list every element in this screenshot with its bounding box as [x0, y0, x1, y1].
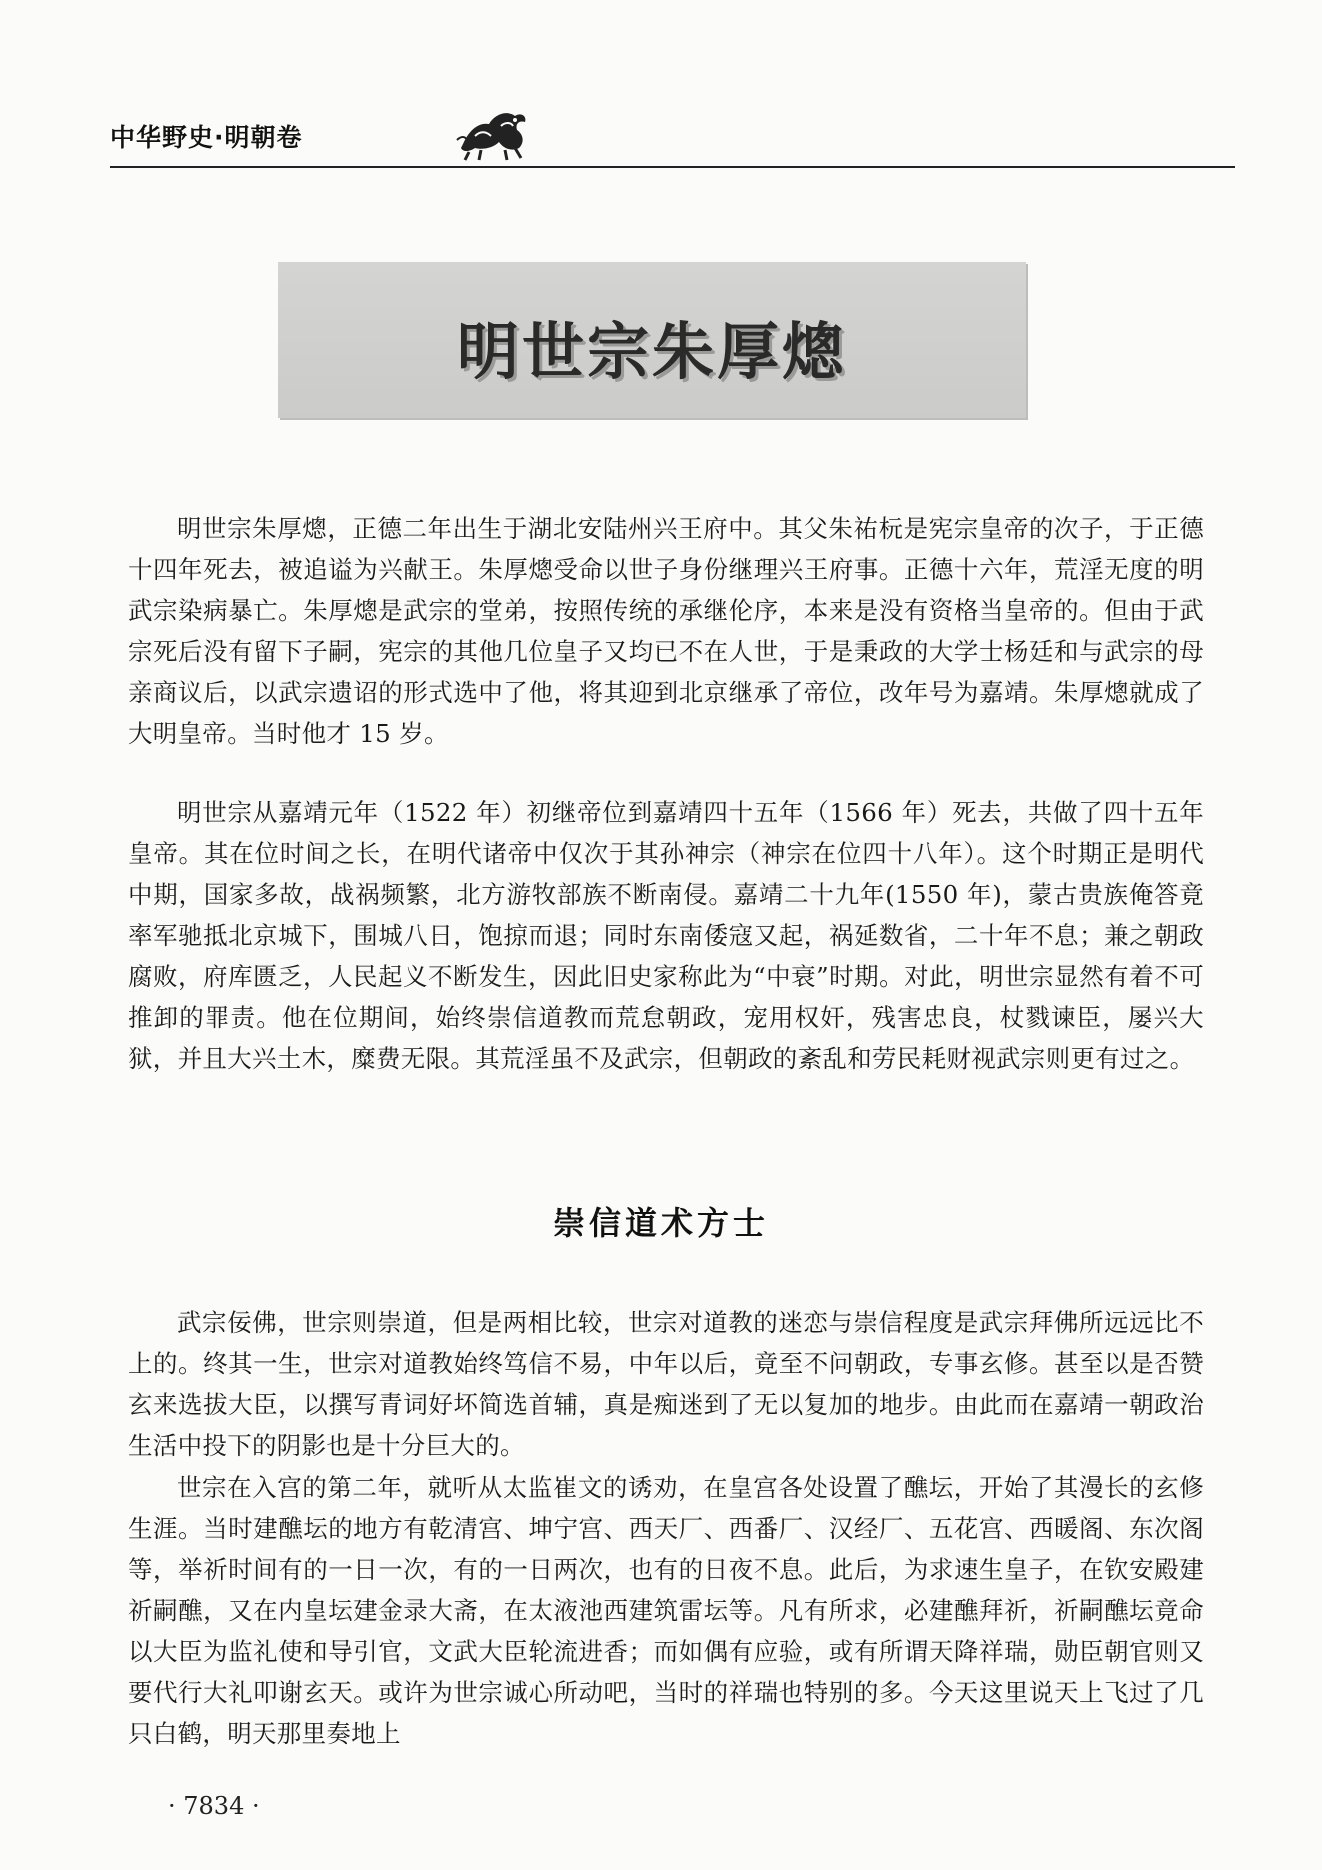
body-paragraph: 世宗在入宫的第二年，就听从太监崔文的诱劝，在皇宫各处设置了醮坛，开始了其漫长的玄修生涯。当时建醮坛的地方有乾清宫、坤宁宫、西天厂、西番厂、汉经厂、五花宫、西暖阁、东次阁等，举祈时间有的一日一次，有的一日两次，也有的日夜不息。此后，为求速生皇子，在钦安殿建祈嗣醮，又在内皇坛建金录大斋，在太液池西建筑雷坛等。凡有所求，必建醮拜祈，祈嗣醮坛竟命以大臣为监礼使和导引官，文武大臣轮流进香；而如偶有应验，或有所谓天降祥瑞，勋臣朝官则又要代行大礼叩谢玄天。或许为世宗诚心所动吧，当时的祥瑞也特别的多。今天这里说天上飞过了几只白鹤，明天那里奏地上 — [128, 1473, 1204, 1748]
chapter-title: 明世宗朱厚熜 — [456, 315, 847, 388]
header-rule — [110, 166, 1235, 168]
body-paragraph: 武宗佞佛，世宗则崇道，但是两相比较，世宗对道教的迷恋与崇信程度是武宗拜佛所远远比不上的。终其一生，世宗对道教始终笃信不易，中年以后，竟至不问朝政，专事玄修。甚至以是否赞玄来选拔大臣，以撰写青词好坏简选首辅，真是痴迷到了无以复加的地步。由此而在嘉靖一朝政治生活中投下的阴影也是十分巨大的。 — [128, 1308, 1204, 1460]
page-number: · 7834 · — [168, 1792, 260, 1820]
section-heading: 崇信道术方士 — [552, 1204, 769, 1242]
body-paragraph: 明世宗朱厚熜，正德二年出生于湖北安陆州兴王府中。其父朱祐杬是宪宗皇帝的次子，于正德十四年死去，被追谥为兴献王。朱厚熜受命以世子身份继理兴王府事。正德十六年，荒淫无度的明武宗染病暴亡。朱厚熜是武宗的堂弟，按照传统的承继伦序，本来是没有资格当皇帝的。但由于武宗死后没有留下子嗣，宪宗的其他几位皇子又均已不在人世，于是秉政的大学士杨廷和与武宗的母亲商议后，以武宗遗诏的形式选中了他，将其迎到北京继承了帝位，改年号为嘉靖。朱厚熜就成了大明皇帝。当时他才 15 岁。 — [128, 514, 1204, 748]
chapter-title-box — [278, 262, 1026, 418]
running-header — [110, 108, 1235, 168]
body-paragraph: 明世宗从嘉靖元年（1522 年）初继帝位到嘉靖四十五年（1566 年）死去，共做了四十五年皇帝。其在位时间之长，在明代诸帝中仅次于其孙神宗（神宗在位四十八年）。这个时期正是明代中期，国家多故，战祸频繁，北方游牧部族不断南侵。嘉靖二十九年(1550 年)，蒙古贵族俺答竟率军驰抵北京城下，围城八日，饱掠而退；同时东南倭寇又起，祸延数省，二十年不息；兼之朝政腐败，府库匮乏，人民起义不断发生，因此旧史家称此为“中衰”时期。对此，明世宗显然有着不可推卸的罪责。他在位期间，始终崇信道教而荒怠朝政，宠用权奸，残害忠良，杖戮谏臣，屡兴大狱，并且大兴土木，糜费无限。其荒淫虽不及武宗，但朝政的紊乱和劳民耗财视武宗则更有过之。 — [128, 798, 1204, 1073]
series-title: 中华野史·明朝卷 — [110, 123, 303, 152]
dragon-emblem-icon — [455, 100, 533, 162]
